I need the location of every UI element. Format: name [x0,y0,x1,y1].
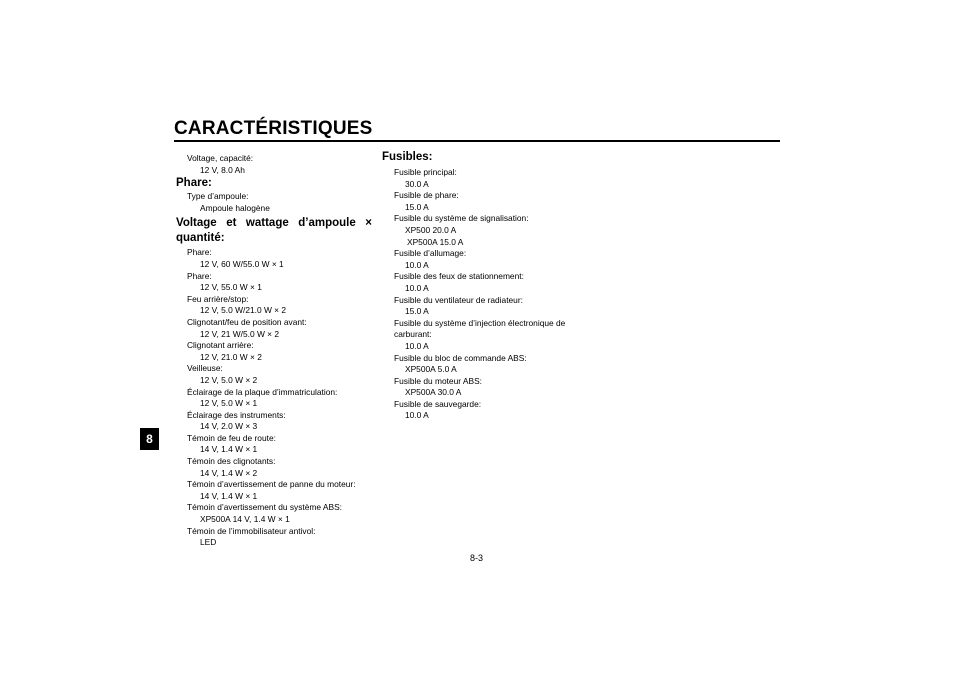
page-number: 8-3 [470,553,484,563]
fan-fuse-value: 15.0 A [405,306,429,317]
bulb-type-value: Ampoule halogène [200,202,270,213]
injection-fuse-label-2: carburant: [394,329,432,340]
bulb-item-label: Phare: [187,270,212,281]
bulb-item-label: Feu arrière/stop: [187,293,249,304]
bulb-type-label: Type d’ampoule: [187,191,249,202]
fuses-heading: Fusibles: [382,151,433,163]
injection-fuse-label-1: Fusible du système d’injection électronique de [394,317,566,328]
ignition-fuse-value: 10.0 A [405,259,429,270]
bulb-item-value: 14 V, 1.4 W × 2 [200,467,258,478]
signal-fuse-value-1: XP500 20.0 A [405,224,457,235]
bulb-item-value: 12 V, 5.0 W/21.0 W × 2 [200,305,287,316]
bulb-item-value: 12 V, 55.0 W × 1 [200,282,262,293]
backup-fuse-value: 10.0 A [405,410,429,421]
bulb-list [176,247,372,548]
bulb-item-label: Témoin de feu de route: [187,432,276,443]
bulb-item-value: 14 V, 1.4 W × 1 [200,490,258,501]
headlight-fuse-label: Fusible de phare: [394,190,459,201]
chapter-tab: 8 [140,428,159,450]
bulb-item-label: Témoin d’avertissement du système ABS: [187,502,343,513]
bulb-item-value: 12 V, 21.0 W × 2 [200,351,262,362]
bulb-item-value: XP500A 14 V, 1.4 W × 1 [200,514,290,525]
bulb-item-value: 12 V, 21 W/5.0 W × 2 [200,328,280,339]
parking-fuse-value: 10.0 A [405,282,429,293]
wattage-heading-line2: quantité: [176,232,225,245]
battery-label: Voltage, capacité: [187,153,254,163]
bulb-item-label: Éclairage des instruments: [187,409,286,420]
bulb-item-value: 14 V, 1.4 W × 1 [200,444,258,455]
abs-motor-fuse-label: Fusible du moteur ABS: [394,375,482,386]
right-column [382,150,612,422]
bulb-item-label: Clignotant arrière: [187,340,254,351]
bulb-item-label: Phare: [187,247,212,258]
battery-value: 12 V, 8.0 Ah [200,164,245,175]
bulb-item-label: Témoin de l’immobilisateur antivol: [187,525,316,536]
bulb-item-label: Témoin d’avertissement de panne du moteur: [187,479,356,490]
wattage-heading-line1: Voltage et wattage d’ampoule × [176,217,372,230]
signal-fuse-label: Fusible du système de signalisation: [394,213,529,224]
ignition-fuse-label: Fusible d’allumage: [394,248,467,259]
main-fuse-label: Fusible principal: [394,167,457,177]
bulb-item-label: Éclairage de la plaque d’immatriculation: [187,386,338,397]
backup-fuse-label: Fusible de sauvegarde: [394,398,482,409]
parking-fuse-label: Fusible des feux de stationnement: [394,271,524,282]
bulb-item-value: 14 V, 2.0 W × 3 [200,421,258,432]
fan-fuse-label: Fusible du ventilateur de radiateur: [394,294,523,305]
bulb-item-value: 12 V, 5.0 W × 2 [200,374,258,385]
bulb-item-value: 12 V, 5.0 W × 1 [200,398,258,409]
bulb-item-value: 12 V, 60 W/55.0 W × 1 [200,258,284,269]
signal-fuse-value-2: XP500A 15.0 A [407,236,464,247]
main-fuse-value: 30.0 A [405,178,429,189]
abs-control-fuse-label: Fusible du bloc de commande ABS: [394,352,527,363]
injection-fuse-value: 10.0 A [405,340,429,351]
phare-heading: Phare: [176,177,212,190]
abs-control-fuse-value: XP500A 5.0 A [405,364,457,375]
bulb-item-value: LED [200,537,217,548]
left-column [176,153,372,549]
page-title: CARACTÉRISTIQUES [174,118,373,139]
title-underline [174,140,780,142]
bulb-item-label: Veilleuse: [187,363,223,374]
abs-motor-fuse-value: XP500A 30.0 A [405,387,462,398]
headlight-fuse-value: 15.0 A [405,201,429,212]
bulb-item-label: Clignotant/feu de position avant: [187,316,307,327]
bulb-item-label: Témoin des clignotants: [187,456,276,467]
